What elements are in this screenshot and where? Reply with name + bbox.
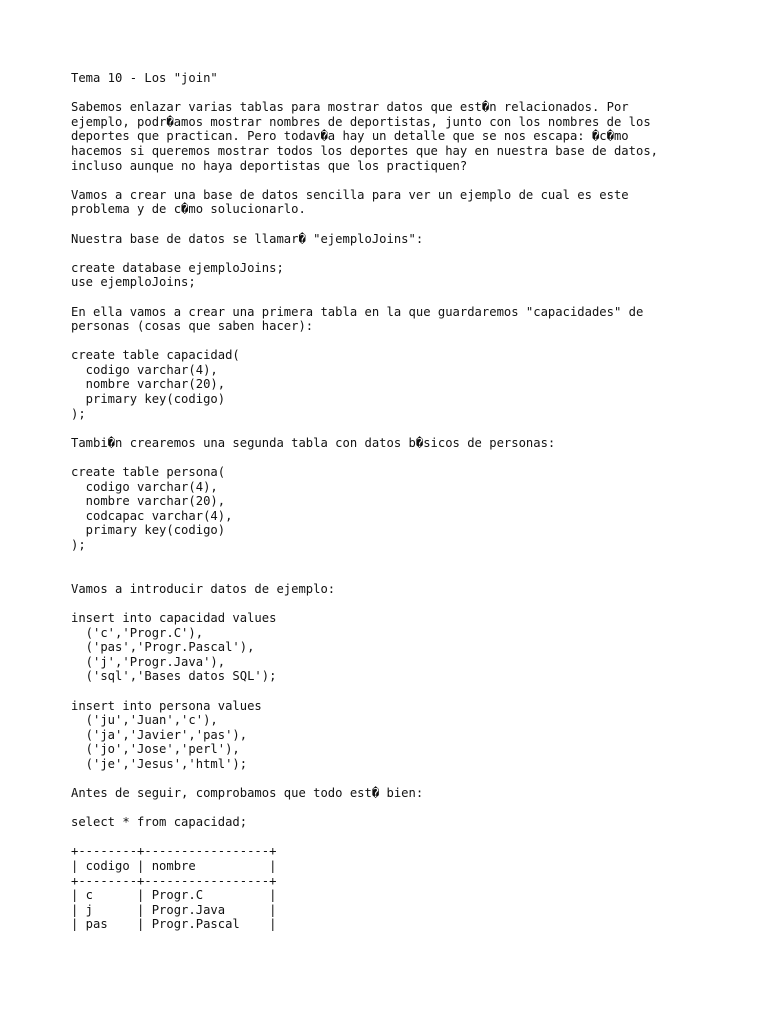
text-line: incluso aunque no haya deportistas que los practiquen?: [71, 158, 468, 173]
code-line: ('sql','Bases datos SQL');: [71, 669, 277, 684]
code-line: ('c','Progr.C'),: [71, 625, 204, 640]
table-row: | j | Progr.Java |: [71, 902, 277, 917]
code-line: create table capacidad(: [71, 348, 240, 363]
text-line: hacemos si queremos mostrar todos los deportes que hay en nuestra base de datos,: [71, 143, 658, 158]
text-line: [71, 801, 711, 816]
code-line: select * from capacidad;: [71, 815, 248, 830]
code-line: ('je','Jesus','html');: [71, 756, 248, 771]
text-line: [71, 567, 711, 582]
text-line: [71, 421, 711, 436]
text-line: Vamos a introducir datos de ejemplo:: [71, 581, 336, 596]
text-line: Vamos a crear una base de datos sencilla para ver un ejemplo de cual es este: [71, 187, 629, 202]
code-line: ('j','Progr.Java'),: [71, 654, 226, 669]
table-row: | pas | Progr.Pascal |: [71, 917, 277, 932]
code-line: nombre varchar(20),: [71, 494, 226, 509]
text-line: deportes que practican. Pero todav�a hay un detalle que se nos escapa: �c�mo: [71, 129, 629, 144]
text-line: [71, 246, 711, 261]
code-line: use ejemploJoins;: [71, 275, 196, 290]
text-line: Tambi�n crearemos una segunda tabla con datos b�sicos de personas:: [71, 435, 556, 450]
text-line: Sabemos enlazar varias tablas para mostrar datos que est�n relacionados. Por: [71, 100, 629, 115]
text-line: [71, 596, 711, 611]
text-line: personas (cosas que saben hacer):: [71, 319, 314, 334]
code-line: );: [71, 538, 86, 552]
code-line: primary key(codigo): [71, 392, 226, 407]
code-line: );: [71, 406, 86, 421]
code-line: insert into persona values: [71, 698, 262, 713]
text-line: ejemplo, podr�amos mostrar nombres de deportistas, junto con los nombres de los: [71, 114, 651, 129]
text-line: [71, 290, 711, 305]
table-header-line: | codigo | nombre |: [71, 859, 277, 874]
text-line: [71, 553, 711, 568]
code-line: ('pas','Progr.Pascal'),: [71, 640, 255, 655]
text-line: [71, 772, 711, 787]
text-line: En ella vamos a crear una primera tabla en la que guardaremos "capacidades" de: [71, 304, 644, 319]
table-border-line: +--------+-----------------+: [71, 844, 277, 859]
code-line: create table persona(: [71, 465, 226, 480]
code-line: codigo varchar(4),: [71, 479, 218, 494]
text-line: problema y de c�mo solucionarlo.: [71, 202, 306, 217]
code-line: nombre varchar(20),: [71, 377, 226, 392]
text-line: Tema 10 - Los "join": [71, 71, 218, 85]
text-line: [71, 334, 711, 349]
table-row: | c | Progr.C |: [71, 888, 277, 903]
text-line: Nuestra base de datos se llamar� "ejemploJoins":: [71, 231, 424, 246]
code-line: ('ja','Javier','pas'),: [71, 727, 248, 742]
text-line: [71, 86, 711, 101]
text-line: [71, 217, 711, 232]
text-line: Antes de seguir, comprobamos que todo est� bien:: [71, 786, 424, 801]
text-line: [71, 173, 711, 188]
text-line: [71, 830, 711, 845]
code-line: create database ejemploJoins;: [71, 260, 284, 275]
code-line: ('ju','Juan','c'),: [71, 713, 218, 728]
code-line: primary key(codigo): [71, 523, 226, 538]
table-border-line: +--------+-----------------+: [71, 873, 277, 888]
code-line: ('jo','Jose','perl'),: [71, 742, 240, 757]
code-line: insert into capacidad values: [71, 610, 277, 625]
document-page: [71, 71, 711, 932]
text-line: [71, 684, 711, 699]
code-line: codcapac varchar(4),: [71, 508, 233, 523]
code-line: codigo varchar(4),: [71, 362, 218, 377]
text-line: [71, 450, 711, 465]
